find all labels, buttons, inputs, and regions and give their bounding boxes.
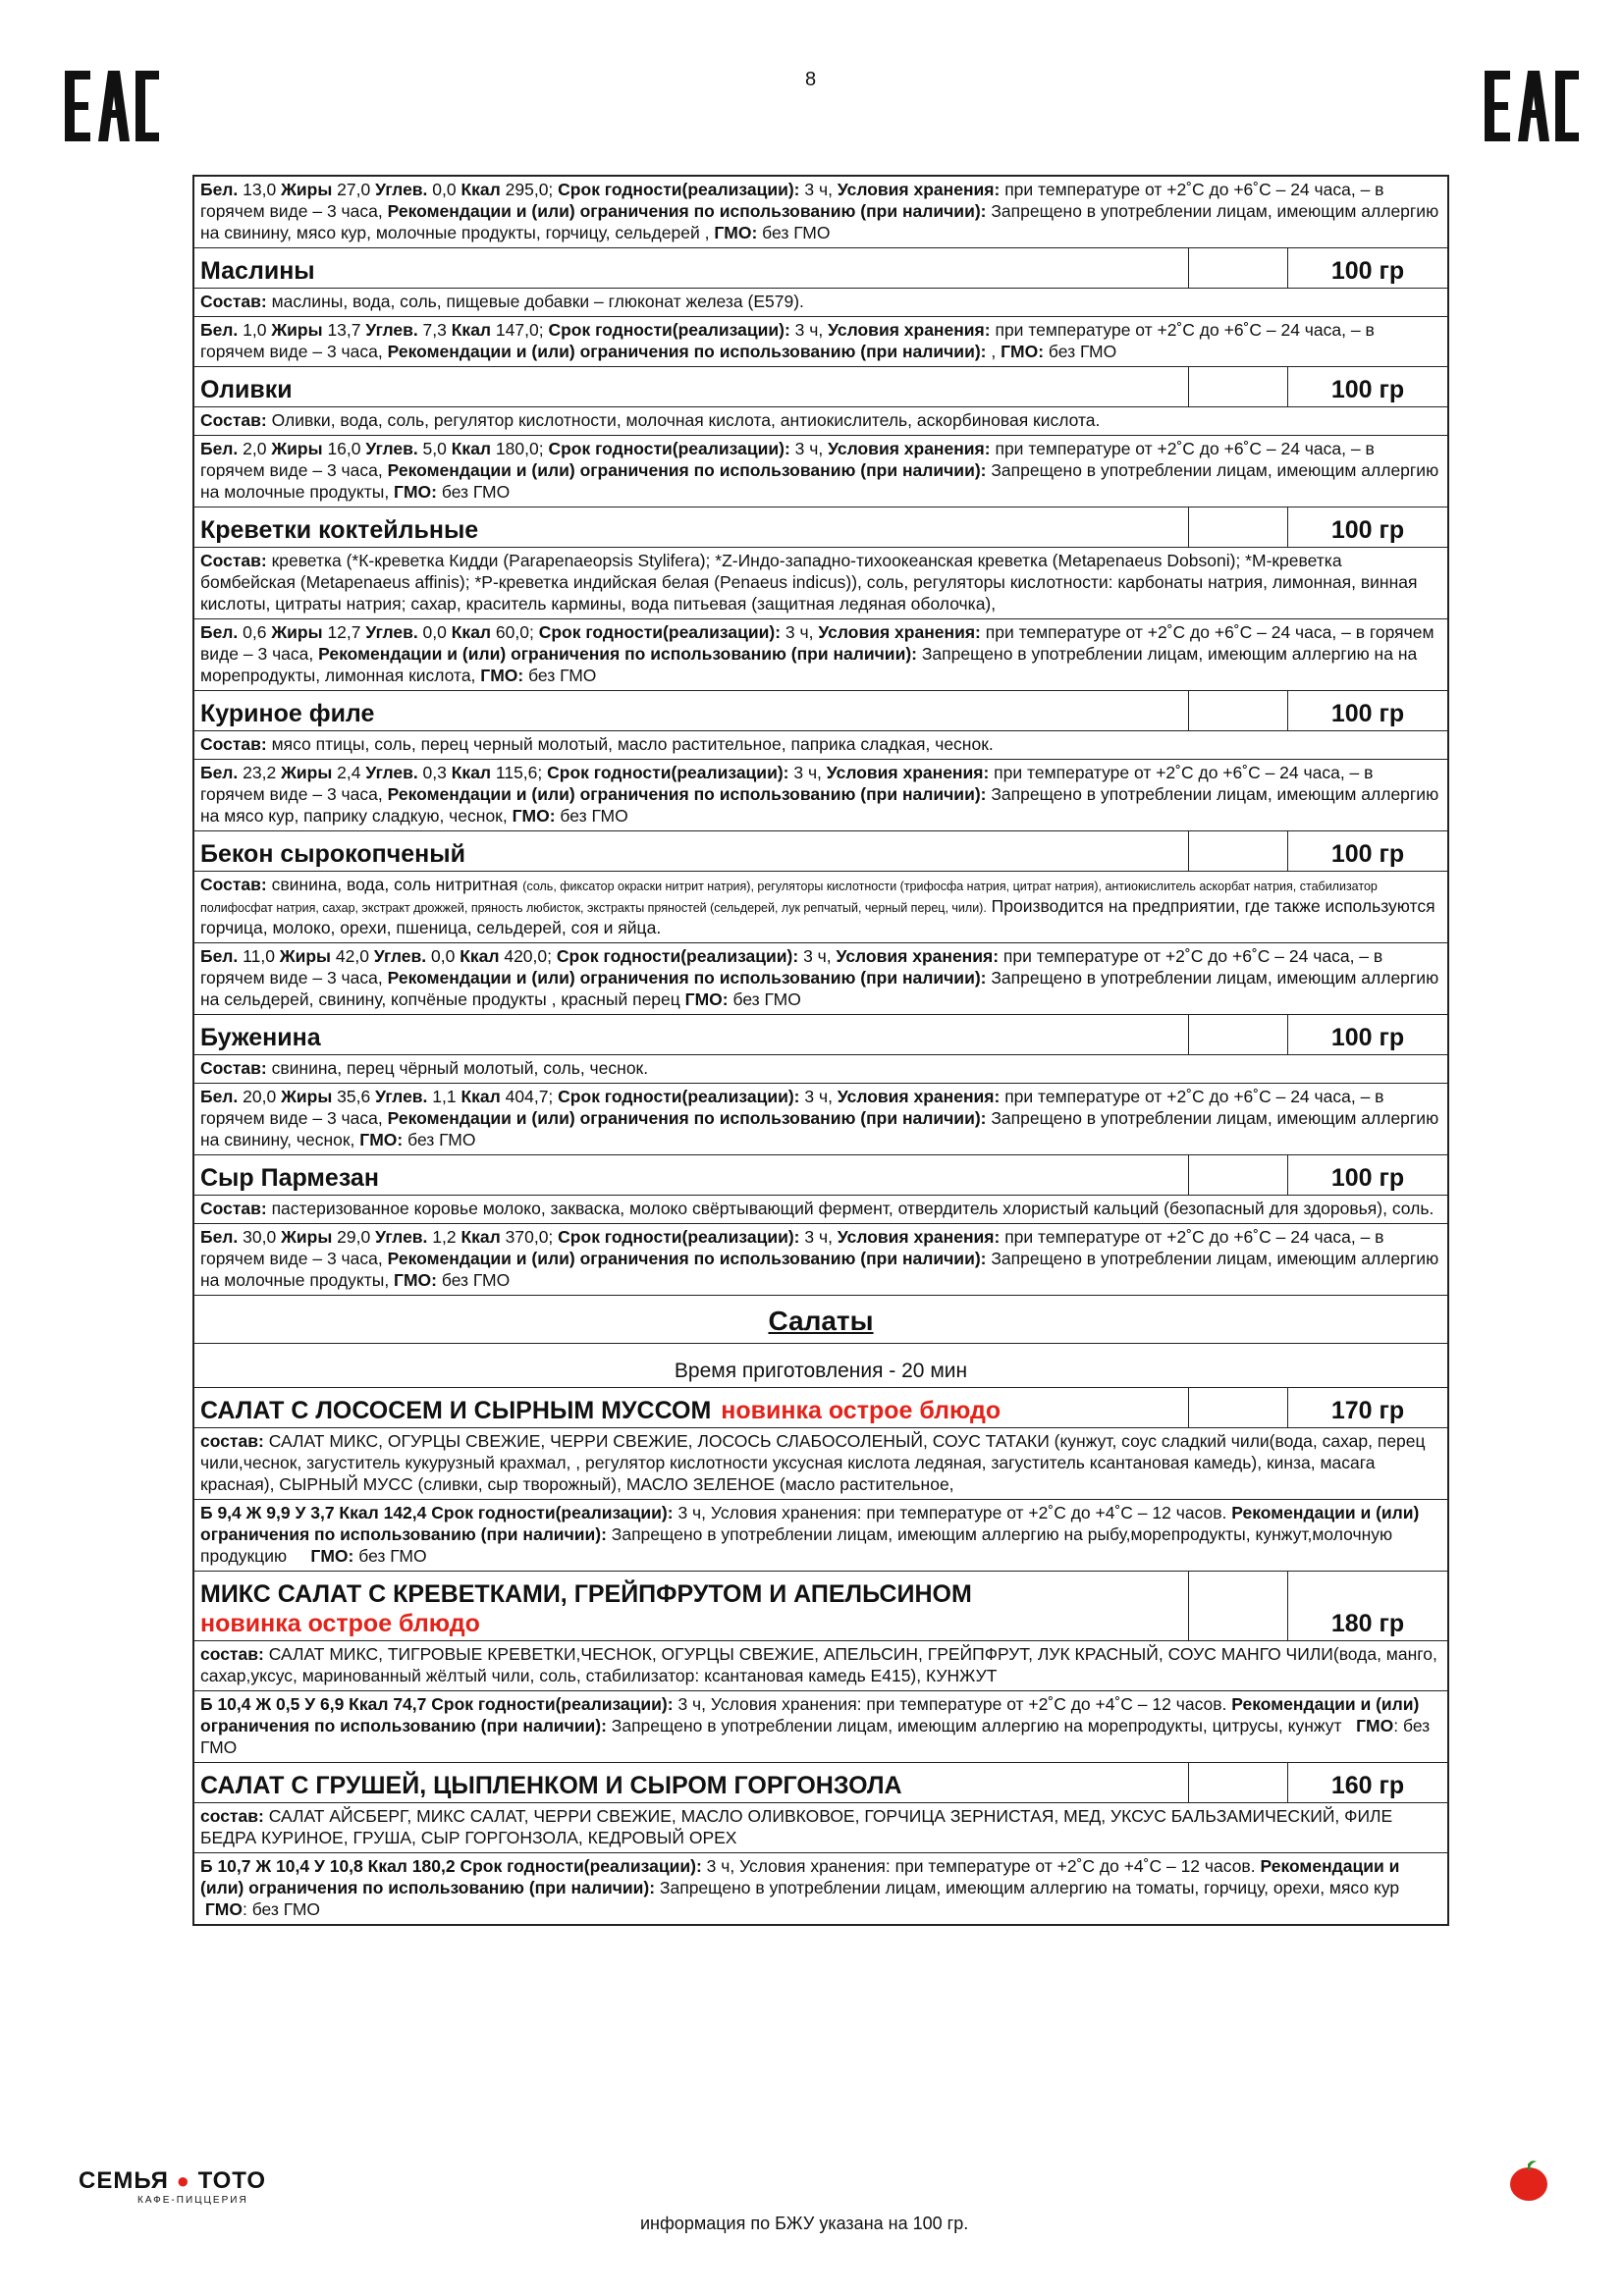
carry-over-nutrition-row	[194, 177, 1447, 247]
menu-item-weight: 100 гр	[1287, 367, 1447, 406]
salad-nutrition-row	[194, 1852, 1447, 1924]
salad-composition-row	[194, 1640, 1447, 1690]
menu-table	[192, 175, 1449, 1926]
menu-item-empty-cell	[1188, 1015, 1287, 1054]
salad-header-row	[194, 1387, 1447, 1427]
footer-note: информация по БЖУ указана на 100 гр.	[640, 2214, 969, 2233]
salad-composition: состав: САЛАТ МИКС, ОГУРЦЫ СВЕЖИЕ, ЧЕРРИ СВЕЖИЕ, ЛОСОСЬ СЛАБОСОЛЕНЫЙ, СОУС ТАТАКИ (кунжут, соус сладкий чили(вода, сахар, перец чили,чеснок, загуститель кукурузный крахмал, , регулятор кислотности уксусная кислота ледяная, загуститель ксантановая камедь), кинза, масага красная), СЫРНЫЙ МУСС (сливки, сыр творожный), МАСЛО ЗЕЛЕНОЕ (масло растительное,	[200, 1431, 1426, 1494]
prep-time-row	[194, 1343, 1447, 1387]
menu-item-nutrition: Бел. 2,0 Жиры 16,0 Углев. 5,0 Ккал 180,0; Срок годности(реализации): 3 ч, Условия хранения: при температуре от +2˚С до +6˚С – 24 часа, – в горячем виде – 3 часа, Рекомендации и (или) ограничения по использованию (при наличии): Запрещено в употреблении лицам, имеющим аллергию на молочные продукты, ГМО: без ГМО	[200, 439, 1439, 502]
salad-weight: 170 гр	[1287, 1388, 1447, 1427]
menu-item-name	[194, 1155, 1188, 1195]
salad-composition-row	[194, 1427, 1447, 1499]
tomato-logo-icon	[1507, 2158, 1550, 2203]
salad-composition: состав: САЛАТ МИКС, ТИГРОВЫЕ КРЕВЕТКИ,ЧЕСНОК, ОГУРЦЫ СВЕЖИЕ, АПЕЛЬСИН, ГРЕЙПФРУТ, ЛУК КРАСНЫЙ, СОУС МАНГО ЧИЛИ(вода, манго, сахар,уксус, маринованный жёлтый чили, соль, стабилизатор: ксантановая камедь Е415), КУНЖУТ	[200, 1644, 1437, 1685]
menu-item-header-row	[194, 507, 1447, 547]
menu-item-composition-row	[194, 406, 1447, 435]
menu-item-composition-row	[194, 288, 1447, 316]
menu-item-nutrition: Бел. 1,0 Жиры 13,7 Углев. 7,3 Ккал 147,0; Срок годности(реализации): 3 ч, Условия хранения: при температуре от +2˚С до +6˚С – 24 часа, – в горячем виде – 3 часа, Рекомендации и (или) ограничения по использованию (при наличии): , ГМО: без ГМО	[200, 320, 1375, 361]
menu-item-weight: 100 гр	[1287, 831, 1447, 871]
menu-item-title: Куриное филе	[200, 700, 375, 727]
menu-item-title: Буженина	[200, 1024, 321, 1051]
prep-time: Время приготовления - 20 мин	[674, 1360, 968, 1382]
menu-item-nutrition: Бел. 11,0 Жиры 42,0 Углев. 0,0 Ккал 420,0; Срок годности(реализации): 3 ч, Условия хранения: при температуре от +2˚С до +6˚С – 24 часа, – в горячем виде – 3 часа, Рекомендации и (или) ограничения по использованию (при наличии): Запрещено в употреблении лицам, имеющим аллергию на сельдерей, свинину, копчёные продукты , красный перец ГМО: без ГМО	[200, 946, 1439, 1009]
menu-item-name	[194, 691, 1188, 730]
menu-item-nutrition: Бел. 30,0 Жиры 29,0 Углев. 1,2 Ккал 370,0; Срок годности(реализации): 3 ч, Условия хранения: при температуре от +2˚С до +6˚С – 24 часа, – в горячем виде – 3 часа, Рекомендации и (или) ограничения по использованию (при наличии): Запрещено в употреблении лицам, имеющим аллергию на молочные продукты, ГМО: без ГМО	[200, 1227, 1439, 1290]
menu-item-title: Сыр Пармезан	[200, 1164, 379, 1192]
menu-item-empty-cell	[1188, 507, 1287, 547]
eac-certification-mark-right	[1483, 67, 1581, 145]
menu-item-composition-row	[194, 1195, 1447, 1223]
menu-item-header-row	[194, 247, 1447, 288]
menu-item-nutrition-row	[194, 942, 1447, 1014]
menu-item-nutrition: Бел. 23,2 Жиры 2,4 Углев. 0,3 Ккал 115,6; Срок годности(реализации): 3 ч, Условия хранения: при температуре от +2˚С до +6˚С – 24 часа, – в горячем виде – 3 часа, Рекомендации и (или) ограничения по использованию (при наличии): Запрещено в употреблении лицам, имеющим аллергию на мясо кур, паприку сладкую, чеснок, ГМО: без ГМО	[200, 763, 1439, 826]
salad-nutrition-row	[194, 1499, 1447, 1571]
brand-logo	[79, 2167, 324, 2226]
salad-header-row	[194, 1571, 1447, 1640]
menu-item-composition-row	[194, 547, 1447, 618]
menu-item-header-row	[194, 830, 1447, 871]
salad-title: САЛАТ С ЛОСОСЕМ И СЫРНЫМ МУССОМ	[200, 1397, 712, 1424]
salad-empty-cell	[1188, 1763, 1287, 1802]
brand-name-right: ТОТО	[197, 2167, 267, 2194]
salad-tag: новинка острое блюдо	[721, 1397, 1001, 1424]
menu-item-composition: Состав: свинина, вода, соль нитритная (соль, фиксатор окраски нитрит натрия), регуляторы кислотности (трифосфа натрия, цитрат натрия), антиокислитель аскорбат натрия, стабилизатор полифосфат натрия, сахар, экстракт дрожжей, пряность любисток, экстракты пряностей (сельдерей, лук репчатый, черный перец, чили). Производится на предприятии, где также используются горчица, молоко, орехи, пшеница, сельдерей, соя и яйца.	[200, 875, 1435, 937]
salad-items	[194, 1387, 1447, 1924]
menu-item-empty-cell	[1188, 367, 1287, 406]
menu-item-weight: 100 гр	[1287, 507, 1447, 547]
tomato-icon: ●	[176, 2168, 190, 2193]
menu-item-composition: Состав: креветка (*К-креветка Кидди (Parapenaeopsis Stylifera); *Z-Индо-западно-тихоокеанская креветка (Metapenaeus Dobsoni); *М-креветка бомбейская (Metapenaeus affinis); *Р-креветка индийская белая (Penaeus indicus)), соль, регуляторы кислотности: карбонаты натрия, лимонная, винная кислоты, цитраты натрия; сахар, краситель кармины, вода питьевая (защитная ледяная оболочка),	[200, 551, 1418, 614]
salad-weight: 160 гр	[1287, 1763, 1447, 1802]
menu-item-title: Оливки	[200, 376, 293, 403]
menu-item-nutrition-row	[194, 435, 1447, 507]
menu-item-weight: 100 гр	[1287, 248, 1447, 288]
salad-header-row	[194, 1762, 1447, 1802]
menu-item-header-row	[194, 690, 1447, 730]
menu-item-empty-cell	[1188, 831, 1287, 871]
salad-name	[194, 1572, 1188, 1640]
menu-item-nutrition: Бел. 0,6 Жиры 12,7 Углев. 0,0 Ккал 60,0; Срок годности(реализации): 3 ч, Условия хранения: при температуре от +2˚С до +6˚С – 24 часа, – в горячем виде – 3 часа, Рекомендации и (или) ограничения по использованию (при наличии): Запрещено в употреблении лицам, имеющим аллергию на на морепродукты, лимонная кислота, ГМО: без ГМО	[200, 622, 1435, 685]
menu-item-title: Маслины	[200, 257, 315, 285]
menu-item-name	[194, 248, 1188, 288]
salad-nutrition: Б 10,4 Ж 0,5 У 6,9 Ккал 74,7 Срок годности(реализации): 3 ч, Условия хранения: при температуре от +2˚С до +4˚С – 12 часов. Рекомендации и (или) ограничения по использованию (при наличии): Запрещено в употреблении лицам, имеющим аллергию на морепродукты, цитрусы, кунжут ГМО: без ГМО	[200, 1694, 1431, 1757]
menu-item-empty-cell	[1188, 691, 1287, 730]
menu-item-weight: 100 гр	[1287, 1155, 1447, 1195]
menu-item-header-row	[194, 1014, 1447, 1054]
menu-item-name	[194, 1015, 1188, 1054]
salad-nutrition: Б 9,4 Ж 9,9 У 3,7 Ккал 142,4 Срок годности(реализации): 3 ч, Условия хранения: при температуре от +2˚С до +4˚С – 12 часов. Рекомендации и (или) ограничения по использованию (при наличии): Запрещено в употреблении лицам, имеющим аллергию на рыбу,морепродукты, кунжут,молочную продукцию ГМО: без ГМО	[200, 1503, 1420, 1566]
salad-name	[194, 1763, 1188, 1802]
section-header-row	[194, 1295, 1447, 1343]
salad-composition-row	[194, 1802, 1447, 1852]
menu-item-composition-row	[194, 730, 1447, 759]
menu-item-nutrition-row	[194, 1223, 1447, 1295]
menu-item-name	[194, 507, 1188, 547]
menu-item-header-row	[194, 366, 1447, 406]
page-number: 8	[805, 69, 817, 90]
eac-certification-mark-left	[63, 67, 161, 145]
menu-item-nutrition-row	[194, 759, 1447, 830]
menu-item-title: Креветки коктейльные	[200, 516, 479, 544]
menu-item-composition-row	[194, 1054, 1447, 1083]
menu-items	[194, 247, 1447, 1295]
menu-item-name	[194, 367, 1188, 406]
menu-item-nutrition-row	[194, 618, 1447, 690]
salad-empty-cell	[1188, 1572, 1287, 1640]
salad-empty-cell	[1188, 1388, 1287, 1427]
menu-item-composition: Состав: маслины, вода, соль, пищевые добавки – глюконат железа (E579).	[200, 292, 804, 311]
salad-title: МИКС САЛАТ С КРЕВЕТКАМИ, ГРЕЙПФРУТОМ И АПЕЛЬСИНОМ	[200, 1580, 972, 1608]
menu-item-weight: 100 гр	[1287, 691, 1447, 730]
menu-item-header-row	[194, 1154, 1447, 1195]
salad-name	[194, 1388, 1188, 1427]
menu-item-nutrition-row	[194, 1083, 1447, 1154]
salad-weight: 180 гр	[1287, 1572, 1447, 1640]
section-title: Салаты	[768, 1306, 874, 1336]
salad-title: САЛАТ С ГРУШЕЙ, ЦЫПЛЕНКОМ И СЫРОМ ГОРГОНЗОЛА	[200, 1772, 902, 1799]
menu-item-name	[194, 831, 1188, 871]
menu-item-composition: Состав: мясо птицы, соль, перец черный молотый, масло растительное, паприка сладкая, чеснок.	[200, 734, 994, 754]
menu-item-empty-cell	[1188, 1155, 1287, 1195]
salad-nutrition-row	[194, 1690, 1447, 1762]
menu-item-composition: Состав: Оливки, вода, соль, регулятор кислотности, молочная кислота, антиокислитель, аскорбиновая кислота.	[200, 410, 1101, 430]
salad-composition: состав: САЛАТ АЙСБЕРГ, МИКС САЛАТ, ЧЕРРИ СВЕЖИЕ, МАСЛО ОЛИВКОВОЕ, ГОРЧИЦА ЗЕРНИСТАЯ, МЕД, УКСУС БАЛЬЗАМИЧЕСКИЙ, ФИЛЕ БЕДРА КУРИНОЕ, ГРУША, СЫР ГОРГОНЗОЛА, КЕДРОВЫЙ ОРЕХ	[200, 1806, 1393, 1847]
menu-item-nutrition-row	[194, 316, 1447, 366]
menu-item-nutrition: Бел. 20,0 Жиры 35,6 Углев. 1,1 Ккал 404,7; Срок годности(реализации): 3 ч, Условия хранения: при температуре от +2˚С до +6˚С – 24 часа, – в горячем виде – 3 часа, Рекомендации и (или) ограничения по использованию (при наличии): Запрещено в употреблении лицам, имеющим аллергию на свинину, чеснок, ГМО: без ГМО	[200, 1087, 1439, 1149]
brand-subtitle: КАФЕ-ПИЦЦЕРИЯ	[137, 2195, 248, 2206]
menu-item-composition: Состав: пастеризованное коровье молоко, закваска, молоко свёртывающий фермент, отвердитель хлористый кальций (безопасный для здоровья), соль.	[200, 1199, 1435, 1218]
carry-over-nutrition-text: Бел. 13,0 Жиры 27,0 Углев. 0,0 Ккал 295,0; Срок годности(реализации): 3 ч, Условия хранения: при температуре от +2˚С до +6˚С – 24 часа, – в горячем виде – 3 часа, Рекомендации и (или) ограничения по использованию (при наличии): Запрещено в употреблении лицам, имеющим аллергию на свинину, мясо кур, молочные продукты, горчицу, сельдерей , ГМО: без ГМО	[200, 180, 1439, 242]
menu-item-title: Бекон сырокопченый	[200, 840, 465, 868]
menu-item-weight: 100 гр	[1287, 1015, 1447, 1054]
menu-item-composition-row	[194, 871, 1447, 942]
menu-item-empty-cell	[1188, 248, 1287, 288]
brand-name-left: СЕМЬЯ	[79, 2167, 169, 2194]
salad-nutrition: Б 10,7 Ж 10,4 У 10,8 Ккал 180,2 Срок годности(реализации): 3 ч, Условия хранения: при температуре от +2˚С до +4˚С – 12 часов. Рекомендации и (или) ограничения по использованию (при наличии): Запрещено в употреблении лицам, имеющим аллергию на томаты, горчицу, орехи, мясо кур ГМО: без ГМО	[200, 1856, 1400, 1919]
salad-tag: новинка острое блюдо	[200, 1610, 480, 1637]
menu-item-composition: Состав: свинина, перец чёрный молотый, соль, чеснок.	[200, 1058, 649, 1078]
